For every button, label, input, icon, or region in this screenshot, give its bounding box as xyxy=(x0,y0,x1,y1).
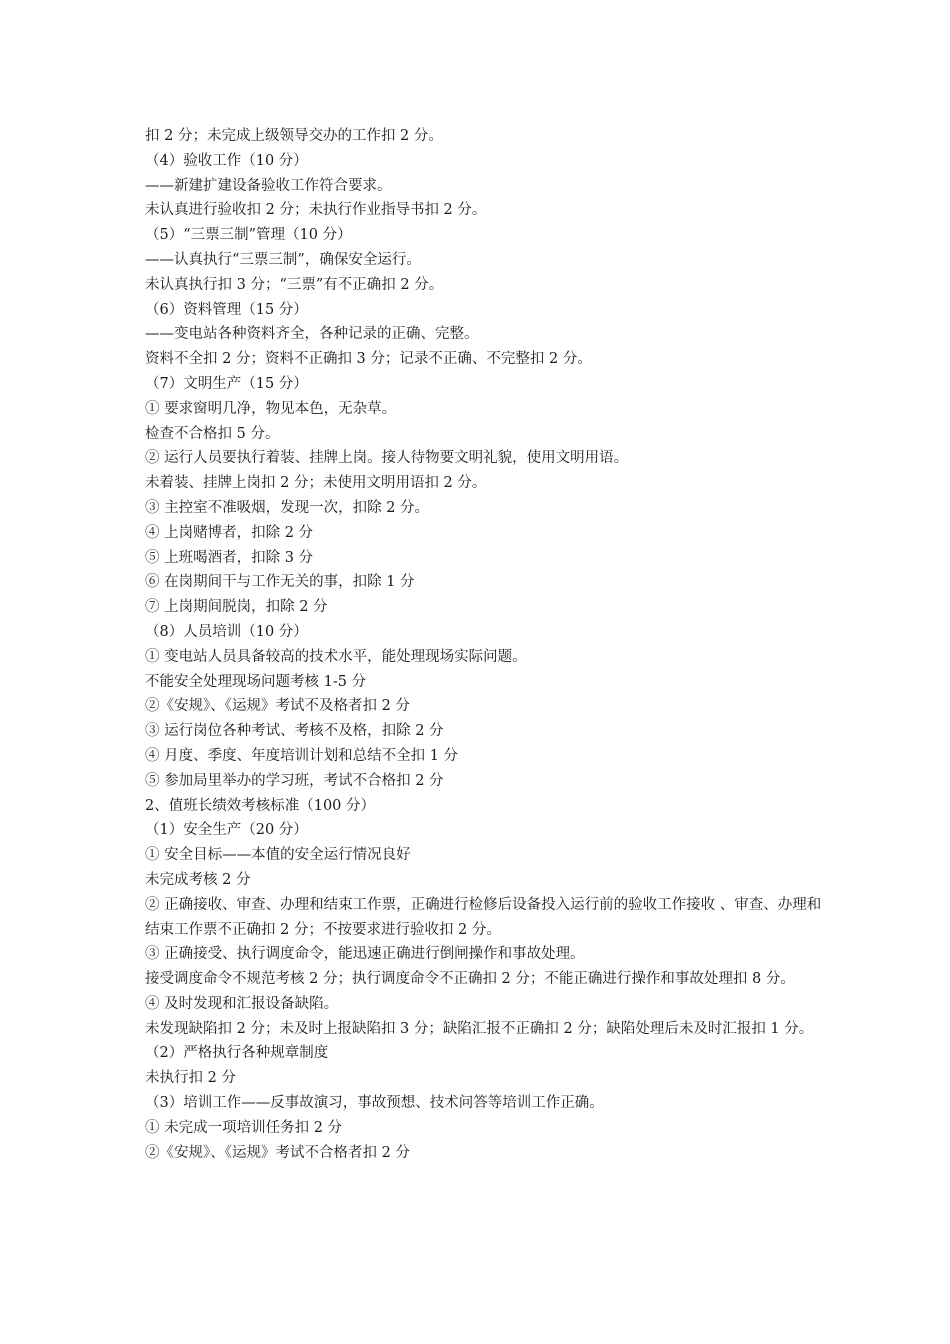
text-line: 未执行扣 2 分 xyxy=(145,1070,236,1087)
text-paragraph: 未发现缺陷扣 2 分；未及时上报缺陷扣 3 分；缺陷汇报不正确扣 2 分；缺陷处理后未及时汇报扣 1 分。 xyxy=(145,1020,814,1037)
text-line: ③ 运行岗位各种考试、考核不及格，扣除 2 分 xyxy=(145,723,444,740)
text-line: ——新建扩建设备验收工作符合要求。 xyxy=(145,177,392,194)
section-heading: （8）人员培训（10 分） xyxy=(145,623,308,640)
text-line: ④ 上岗赌博者，扣除 2 分 xyxy=(145,524,314,541)
text-line: 不能安全处理现场问题考核 1-5 分 xyxy=(145,673,367,690)
text-paragraph: ② 正确接收、审查、办理和结束工作票，正确进行检修后设备投入运行前的验收工作接收 、审查、办理和结束工作票不正确扣 2 分；不按要求进行验收扣 2 分。 xyxy=(145,896,822,938)
text-line: ——变电站各种资料齐全，各种记录的正确、完整。 xyxy=(145,326,479,343)
text-line: ——认真执行“三票三制”，确保安全运行。 xyxy=(145,251,421,268)
text-line: ②《安规》、《运规》考试不合格者扣 2 分 xyxy=(145,1144,410,1161)
text-line: ⑥ 在岗期间干与工作无关的事，扣除 1 分 xyxy=(145,574,415,591)
section-heading: （5）“三票三制”管理（10 分） xyxy=(145,227,352,244)
text-line: ② 运行人员要执行着装、挂牌上岗。接人待物要文明礼貌，使用文明用语。 xyxy=(145,450,629,467)
text-line: 未认真进行验收扣 2 分；未执行作业指导书扣 2 分。 xyxy=(145,202,487,219)
document-body xyxy=(145,124,825,1165)
section-heading: （7）文明生产（15 分） xyxy=(145,375,308,392)
section-heading: （1）安全生产（20 分） xyxy=(145,822,308,839)
text-line: 未认真执行扣 3 分；“三票”有不正确扣 2 分。 xyxy=(145,276,444,293)
text-line: ⑤ 上班喝酒者，扣除 3 分 xyxy=(145,549,314,566)
text-line: ① 安全目标——本值的安全运行情况良好 xyxy=(145,847,411,864)
chapter-heading: 2、值班长绩效考核标准（100 分） xyxy=(145,797,376,814)
section-heading: （4）验收工作（10 分） xyxy=(145,152,308,169)
text-line: 未着装、挂牌上岗扣 2 分；未使用文明用语扣 2 分。 xyxy=(145,475,487,492)
text-line: 未完成考核 2 分 xyxy=(145,871,251,888)
text-line: 资料不全扣 2 分；资料不正确扣 3 分；记录不正确、不完整扣 2 分。 xyxy=(145,351,592,368)
text-line: ① 要求窗明几净，物见本色，无杂草。 xyxy=(145,400,397,417)
text-line: ④ 月度、季度、年度培训计划和总结不全扣 1 分 xyxy=(145,747,459,764)
section-heading: （2）严格执行各种规章制度 xyxy=(145,1045,329,1062)
text-line: ① 变电站人员具备较高的技术水平，能处理现场实际问题。 xyxy=(145,648,527,665)
text-line: ③ 正确接受、执行调度命令，能迅速正确进行倒闸操作和事故处理。 xyxy=(145,946,585,963)
text-line: ②《安规》、《运规》考试不及格者扣 2 分 xyxy=(145,698,410,715)
text-line: 检查不合格扣 5 分。 xyxy=(145,425,280,442)
text-line: ① 未完成一项培训任务扣 2 分 xyxy=(145,1119,343,1136)
text-line: ⑦ 上岗期间脱岗，扣除 2 分 xyxy=(145,599,328,616)
section-heading: （3）培训工作——反事故演习，事故预想、技术问答等培训工作正确。 xyxy=(145,1095,604,1112)
text-line: 扣 2 分；未完成上级领导交办的工作扣 2 分。 xyxy=(145,128,443,144)
text-paragraph: 接受调度命令不规范考核 2 分；执行调度命令不正确扣 2 分；不能正确进行操作和事故处理扣 8 分。 xyxy=(145,971,795,988)
text-line: ④ 及时发现和汇报设备缺陷。 xyxy=(145,995,339,1012)
section-heading: （6）资料管理（15 分） xyxy=(145,301,308,318)
text-line: ⑤ 参加局里举办的学习班，考试不合格扣 2 分 xyxy=(145,772,444,789)
text-line: ③ 主控室不准吸烟，发现一次，扣除 2 分。 xyxy=(145,499,430,516)
